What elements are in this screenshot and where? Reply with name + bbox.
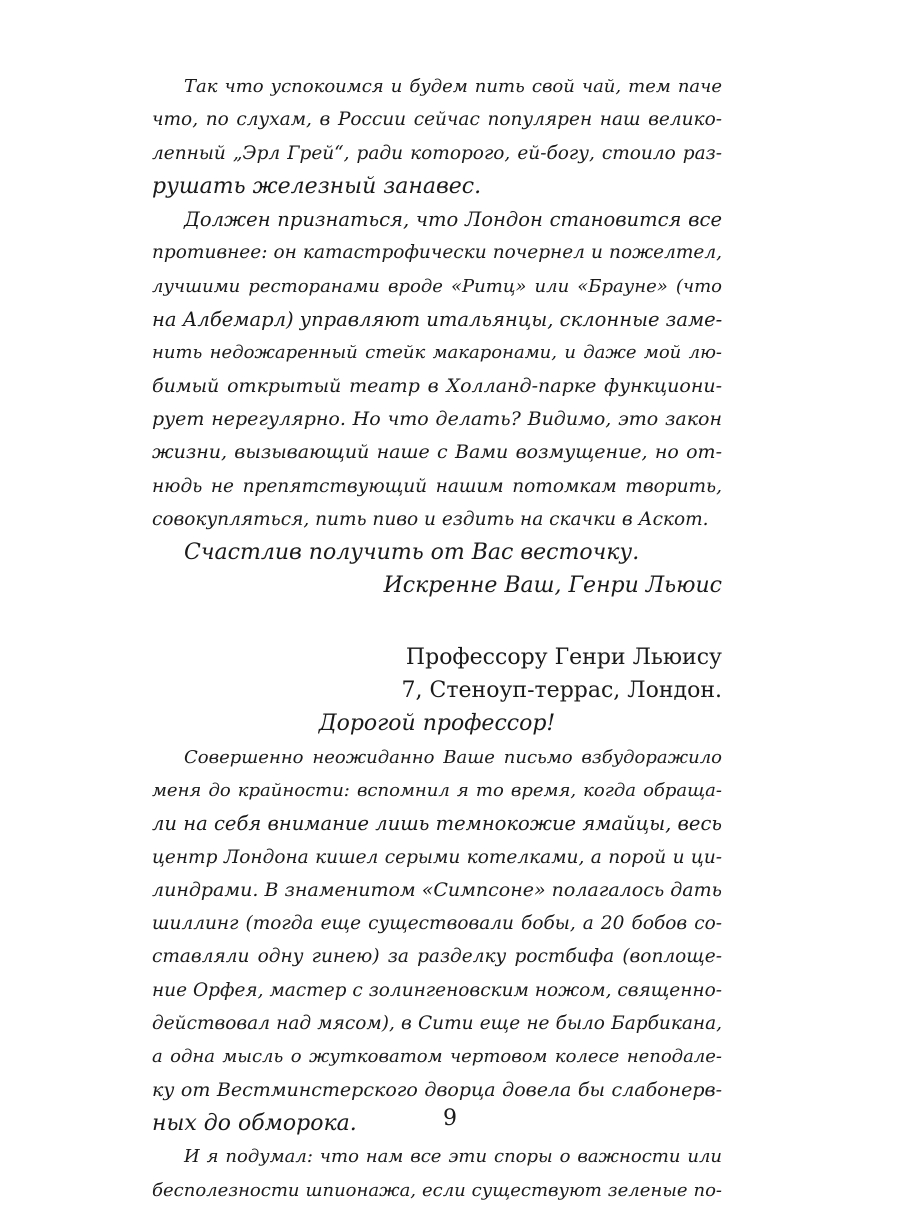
text-line: рует нерегулярно. Но что делать? Видимо, это закон bbox=[152, 407, 722, 430]
text-line: а одна мысль о жутковатом чертовом колесе неподале- bbox=[152, 1046, 722, 1068]
text-line: линдрами. В знаменитом «Симпсоне» полагалось дать bbox=[152, 878, 722, 901]
address-recipient: Профессору Генри Льюису bbox=[405, 644, 722, 670]
address-street: 7, Стеноуп-террас, Лондон. bbox=[401, 678, 722, 704]
text-line: жизни, вызывающий наше с Вами возмущение, но от- bbox=[152, 441, 722, 464]
closing-line: Счастлив получить от Вас весточку. bbox=[184, 540, 640, 566]
text-line: ку от Вестминстерского дворца довела бы слабонерв- bbox=[152, 1078, 722, 1101]
text-line: что, по слухам, в России сейчас популярен наш велико- bbox=[152, 109, 722, 131]
text-line: центр Лондона кишел серыми котелками, а порой и ци- bbox=[152, 846, 722, 868]
text-line: меня до крайности: вспомнил я то время, когда обраща- bbox=[152, 779, 722, 801]
text-line: шиллинг (тогда еще существовали бобы, а 20 бобов со- bbox=[152, 913, 722, 935]
text-line: лучшими ресторанами вроде «Ритц» или «Брауне» (что bbox=[152, 275, 722, 297]
signature: Искренне Ваш, Генри Льюис bbox=[383, 573, 722, 599]
page-number: 9 bbox=[443, 1106, 457, 1131]
address-block bbox=[152, 641, 722, 708]
text-line: бимый открытый театр в Холланд-парке функциони- bbox=[152, 374, 722, 397]
text-line: действовал над мясом), в Сити еще не было Барбикана, bbox=[152, 1013, 722, 1035]
text-line: противнее: он катастрофически почернел и пожелтел, bbox=[152, 242, 722, 264]
text-line: ных до обморока. bbox=[152, 1110, 357, 1136]
text-line: ли на себя внимание лишь темнокожие ямайцы, весь bbox=[152, 812, 722, 836]
text-line: ние Орфея, мастер с золингеновским ножом, священно- bbox=[152, 979, 722, 1001]
letter-1 bbox=[152, 70, 722, 603]
page-body bbox=[152, 70, 722, 1207]
paragraph bbox=[152, 70, 722, 203]
paragraph bbox=[152, 1140, 722, 1207]
text-line: бесполезности шпионажа, если существуют зеленые по- bbox=[152, 1179, 722, 1201]
text-line: ставляли одну гинею) за разделку ростбифа (воплоще- bbox=[152, 946, 722, 968]
text-line: нюдь не препятствующий нашим потомкам творить, bbox=[152, 475, 722, 497]
text-line: совокупляться, пить пиво и ездить на скачки в Аскот. bbox=[152, 508, 709, 530]
text-line: лепный „Эрл Грей“, ради которого, ей-богу, стоило раз- bbox=[152, 142, 722, 164]
text-line: Должен признаться, что Лондон становится все bbox=[184, 208, 722, 232]
salutation: Дорогой профессор! bbox=[318, 711, 556, 737]
text-line: Совершенно неожиданно Ваше письмо взбудоражило bbox=[184, 746, 722, 768]
text-line: нить недожаренный стейк макаронами, и даже мой лю- bbox=[152, 342, 722, 364]
text-line: рушать железный занавес. bbox=[152, 173, 482, 199]
text-line: на Албемарл) управляют итальянцы, склонные заме- bbox=[152, 308, 723, 332]
paragraph bbox=[152, 203, 722, 536]
paragraph bbox=[152, 741, 722, 1141]
text-line: И я подумал: что нам все эти споры о важности или bbox=[184, 1146, 722, 1168]
text-line: Так что успокоимся и будем пить свой чай, тем паче bbox=[184, 76, 722, 97]
section-gap bbox=[152, 603, 722, 641]
